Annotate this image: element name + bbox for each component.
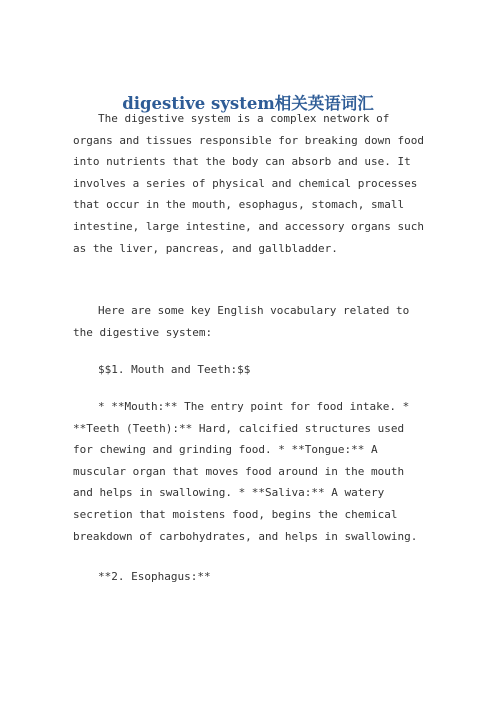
mouth-and-teeth-terms-paragraph: * **Mouth:** The entry point for food intake. * **Teeth (Teeth):** Hard, calcified structures used for chewing and grinding food. * **Tongue:** A muscular organ that moves food around in the mouth and helps in swallowing. * **Saliva:** A watery secretion that moistens food, begins the chemical breakdown of carbohydrates, and helps in swallowing. xyxy=(73,400,418,543)
intro-paragraph: The digestive system is a complex network of organs and tissues responsible for breaking down food into nutrients that the body can absorb and use. It involves a series of physical and chemical processes that occur in the mouth, esophagus, stomach, small intestine, large intestine, and accessory organs such as the liver, pancreas, and gallbladder. xyxy=(73,112,424,255)
vocabulary-intro-paragraph: Here are some key English vocabulary related to the digestive system: xyxy=(73,304,410,339)
page-title: digestive system相关英语词汇 xyxy=(122,94,374,114)
section-heading-mouth-and-teeth: $$1. Mouth and Teeth:$$ xyxy=(98,363,251,376)
section-heading-esophagus: **2. Esophagus:** xyxy=(98,570,211,583)
